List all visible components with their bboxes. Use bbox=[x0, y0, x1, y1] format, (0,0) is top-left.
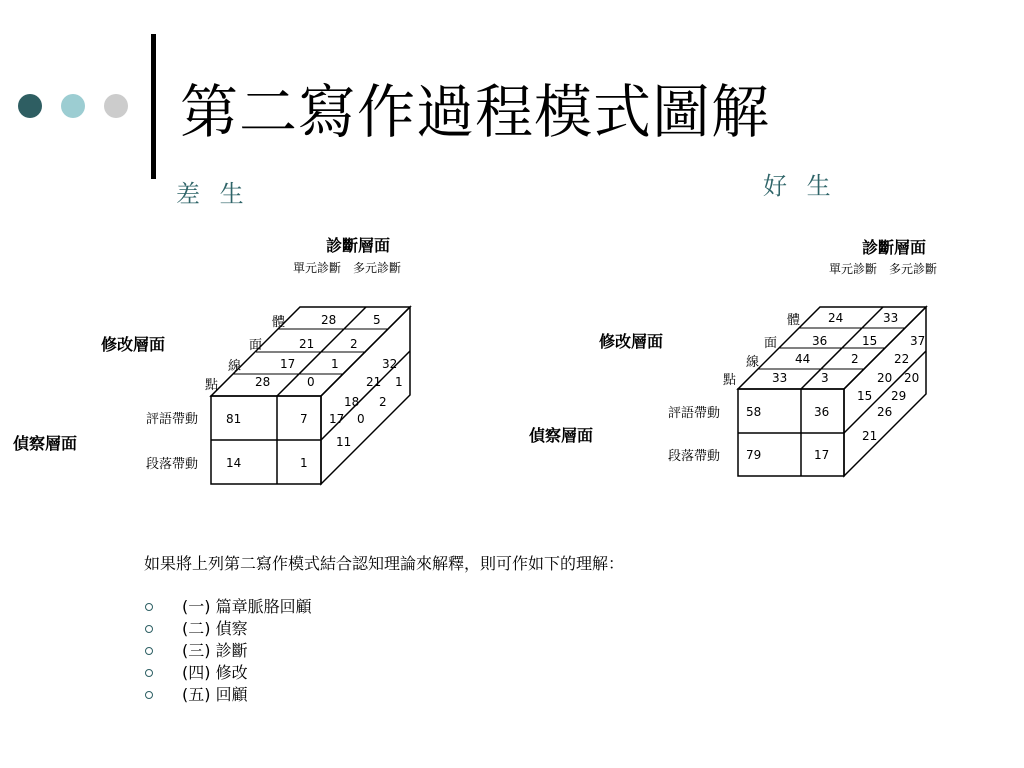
list-item-label: (四) 修改 bbox=[182, 663, 248, 682]
poor-top-value: 2 bbox=[350, 337, 358, 351]
poor-detect-label: 偵察層面 bbox=[13, 434, 78, 453]
poor-side-value: 1 bbox=[395, 375, 403, 389]
bullet-list bbox=[144, 596, 312, 706]
good-side-value: 29 bbox=[891, 389, 907, 403]
good-front-value: 17 bbox=[814, 448, 830, 462]
good-revise-label: 修改層面 bbox=[599, 332, 664, 351]
good-diag-title: 診斷層面 bbox=[862, 238, 927, 257]
poor-depth-3: 線 bbox=[228, 359, 242, 374]
good-side-value: 20 bbox=[904, 371, 920, 385]
good-diag-sub: 單元診斷 多元診斷 bbox=[829, 262, 938, 276]
poor-students-heading: 差 生 bbox=[176, 180, 250, 208]
poor-diag-sub: 單元診斷 多元診斷 bbox=[293, 261, 402, 275]
list-item-label: (二) 偵察 bbox=[182, 619, 248, 638]
poor-side-value: 0 bbox=[357, 412, 365, 426]
poor-row-2: 段落帶動 bbox=[146, 457, 199, 472]
good-top-value: 24 bbox=[828, 311, 844, 325]
good-side-value: 15 bbox=[857, 389, 873, 403]
list-item-label: (一) 篇章脈胳回顧 bbox=[182, 597, 312, 616]
poor-top-value: 28 bbox=[321, 313, 337, 327]
good-side-value: 37 bbox=[910, 334, 926, 348]
good-depth-4: 點 bbox=[723, 373, 737, 388]
poor-side-value: 11 bbox=[336, 435, 352, 449]
good-side-value: 20 bbox=[877, 371, 893, 385]
list-item bbox=[144, 684, 312, 706]
good-side-value: 26 bbox=[877, 405, 893, 419]
good-top-value: 15 bbox=[862, 334, 878, 348]
poor-top-value: 17 bbox=[280, 357, 296, 371]
good-top-value: 33 bbox=[772, 371, 788, 385]
poor-revise-label: 修改層面 bbox=[101, 335, 166, 354]
slide-title: 第二寫作過程模式圖解 bbox=[180, 78, 771, 146]
good-top-value: 36 bbox=[812, 334, 828, 348]
list-item bbox=[144, 618, 312, 640]
poor-top-value: 5 bbox=[373, 313, 381, 327]
good-top-value: 33 bbox=[883, 311, 899, 325]
poor-depth-2: 面 bbox=[249, 338, 263, 353]
poor-top-value: 0 bbox=[307, 375, 315, 389]
good-front-value: 79 bbox=[746, 448, 762, 462]
good-side-value: 21 bbox=[862, 429, 878, 443]
poor-depth-1: 體 bbox=[272, 315, 286, 330]
poor-top-value: 1 bbox=[331, 357, 339, 371]
bullet-circle-icon bbox=[145, 691, 153, 699]
poor-depth-4: 點 bbox=[205, 378, 219, 393]
bullet-circle-icon bbox=[145, 603, 153, 611]
poor-row-1: 評語帶動 bbox=[146, 412, 199, 427]
good-top-value: 3 bbox=[821, 371, 829, 385]
poor-side-value: 18 bbox=[344, 395, 360, 409]
poor-top-value: 21 bbox=[299, 337, 315, 351]
good-depth-3: 線 bbox=[746, 355, 760, 370]
list-item bbox=[144, 596, 312, 618]
good-top-value: 44 bbox=[795, 352, 811, 366]
explanation-text: 如果將上列第二寫作模式結合認知理論來解釋，則可作如下的理解： bbox=[144, 554, 625, 573]
bullet-circle-icon bbox=[145, 669, 153, 677]
list-item-label: (五) 回顧 bbox=[182, 685, 248, 704]
good-depth-1: 體 bbox=[787, 313, 801, 328]
good-depth-2: 面 bbox=[764, 336, 778, 351]
good-detect-label: 偵察層面 bbox=[529, 426, 594, 445]
poor-side-value: 21 bbox=[366, 375, 382, 389]
poor-side-value: 32 bbox=[382, 357, 398, 371]
bullet-circle-icon bbox=[145, 625, 153, 633]
poor-front-value: 7 bbox=[300, 412, 308, 426]
list-item bbox=[144, 640, 312, 662]
poor-top-value: 28 bbox=[255, 375, 271, 389]
list-item bbox=[144, 662, 312, 684]
poor-side-value: 2 bbox=[379, 395, 387, 409]
list-item-label: (三) 診斷 bbox=[182, 641, 248, 660]
good-front-value: 36 bbox=[814, 405, 830, 419]
poor-front-value: 14 bbox=[226, 456, 242, 470]
good-row-2: 段落帶動 bbox=[668, 449, 721, 464]
good-side-value: 22 bbox=[894, 352, 910, 366]
good-top-value: 2 bbox=[851, 352, 859, 366]
bullet-circle-icon bbox=[145, 647, 153, 655]
poor-front-value: 81 bbox=[226, 412, 242, 426]
good-row-1: 評語帶動 bbox=[668, 406, 721, 421]
poor-diag-title: 診斷層面 bbox=[326, 236, 391, 255]
poor-front-value: 1 bbox=[300, 456, 308, 470]
poor-side-value: 17 bbox=[329, 412, 345, 426]
good-front-value: 58 bbox=[746, 405, 762, 419]
good-students-heading: 好 生 bbox=[763, 172, 837, 200]
